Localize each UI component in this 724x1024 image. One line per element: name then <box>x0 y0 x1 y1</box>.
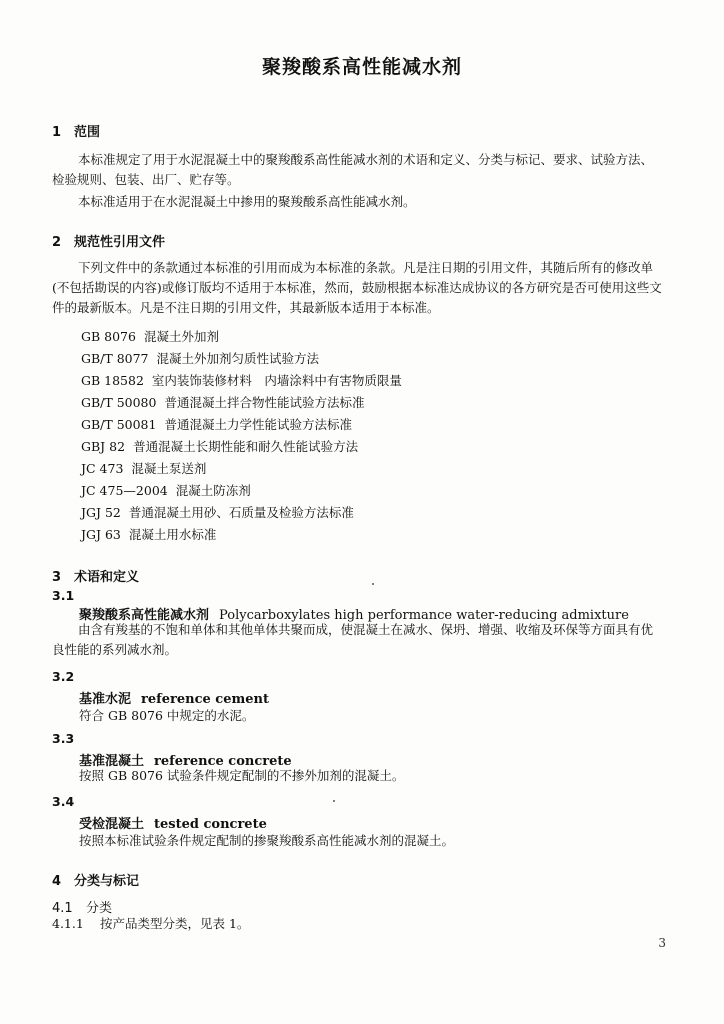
term-number: 3.4 <box>52 794 75 809</box>
ref-code: GB/T 50081 <box>81 417 157 432</box>
ref-code: GB 18582 <box>81 373 144 388</box>
subsubsection-text: 按产品类型分类，见表 1。 <box>100 916 250 931</box>
ref-name: 混凝土防冻剂 <box>175 483 251 498</box>
ref-item <box>81 437 358 455</box>
scan-speck <box>333 800 335 802</box>
ref-item <box>81 525 216 543</box>
ref-code: JC 473 <box>81 461 124 476</box>
ref-item <box>81 371 402 389</box>
subsubsection-4-1-1 <box>52 914 249 934</box>
section-title: 术语和定义 <box>74 570 140 585</box>
term-en: Polycarboxylates high performance water-reducing admixture <box>219 608 629 623</box>
ref-code: JGJ 52 <box>81 505 121 520</box>
section-number: 4 <box>52 874 62 889</box>
ref-item <box>81 415 352 433</box>
subsubsection-number: 4.1.1 <box>52 916 84 931</box>
ref-item <box>81 349 319 367</box>
term-zh: 聚羧酸系高性能减水剂 <box>79 608 210 623</box>
term-en: reference concrete <box>154 754 292 769</box>
ref-code: GB 8076 <box>81 329 136 344</box>
section-number: 2 <box>52 235 62 250</box>
term-zh: 受检混凝土 <box>79 817 145 832</box>
ref-name: 普通混凝土长期性能和耐久性能试验方法 <box>133 439 359 454</box>
section-number: 3 <box>52 570 62 585</box>
section-number: 1 <box>52 125 62 140</box>
term-zh: 基准水泥 <box>79 692 132 707</box>
section-title: 范围 <box>74 125 101 140</box>
ref-item <box>81 327 219 345</box>
section-title: 规范性引用文件 <box>74 235 166 250</box>
term-number: 3.1 <box>52 588 75 603</box>
term-number: 3.3 <box>52 731 75 746</box>
section-1-heading <box>52 121 100 140</box>
ref-name: 普通混凝土拌合物性能试验方法标准 <box>164 395 365 410</box>
ref-code: JGJ 63 <box>81 527 121 542</box>
ref-code: GB/T 8077 <box>81 351 149 366</box>
term-en: tested concrete <box>154 817 267 832</box>
page-number: 3 <box>658 936 666 950</box>
ref-item <box>81 481 251 499</box>
term-definition: 按照本标准试验条件规定配制的掺聚羧酸系高性能减水剂的混凝土。 <box>79 833 455 848</box>
ref-name: 混凝土外加剂 <box>143 329 219 344</box>
term-zh: 基准混凝土 <box>79 754 145 769</box>
ref-name: 普通混凝土用砂、石质量及检验方法标准 <box>128 505 354 520</box>
document-title: 聚羧酸系高性能减水剂 <box>261 56 462 78</box>
ref-item <box>81 459 206 477</box>
ref-code: JC 475—2004 <box>81 483 168 498</box>
section-2-heading <box>52 231 165 250</box>
scan-speck <box>372 583 374 585</box>
ref-code: GBJ 82 <box>81 439 126 454</box>
term-heading <box>79 688 269 707</box>
section-2-para: 下列文件中的条款通过本标准的引用而成为本标准的条款。凡是注日期的引用文件，其随后所有的修改单(不包括勘误的内容)或修订版均不适用于本标准，然而，鼓励根据本标准达成协议的各方研究是否可使用这些文件的最新版本。凡是不注日期的引用文件，其最新版本适用于本标准。 <box>52 260 662 315</box>
subsection-number: 4.1 <box>52 901 73 916</box>
ref-name: 室内装饰装修材料 内墙涂料中有害物质限量 <box>151 373 402 388</box>
section-3-heading <box>52 566 139 585</box>
ref-name: 混凝土用水标准 <box>128 527 217 542</box>
term-definition: 按照 GB 8076 试验条件规定配制的不掺外加剂的混凝土。 <box>79 768 405 783</box>
section-1-para-1: 本标准规定了用于水泥混凝土中的聚羧酸系高性能减水剂的术语和定义、分类与标记、要求、试验方法、检验规则、包装、出厂、贮存等。 <box>52 152 654 187</box>
ref-name: 混凝土泵送剂 <box>131 461 207 476</box>
term-number: 3.2 <box>52 669 75 684</box>
term-definition: 由含有羧基的不饱和单体和其他单体共聚而成，使混凝土在减水、保坍、增强、收缩及环保等方面具有优良性能的系列减水剂。 <box>52 622 654 657</box>
term-en: reference cement <box>141 692 269 707</box>
term-heading <box>79 813 267 832</box>
subsection-title: 分类 <box>86 901 113 916</box>
ref-name: 混凝土外加剂匀质性试验方法 <box>156 351 320 366</box>
ref-item <box>81 393 364 411</box>
section-title: 分类与标记 <box>74 874 140 889</box>
section-4-heading <box>52 870 139 889</box>
ref-name: 普通混凝土力学性能试验方法标准 <box>164 417 352 432</box>
term-definition: 符合 GB 8076 中规定的水泥。 <box>79 708 255 723</box>
section-1-para-2: 本标准适用于在水泥混凝土中掺用的聚羧酸系高性能减水剂。 <box>78 194 416 209</box>
ref-item <box>81 503 354 521</box>
ref-code: GB/T 50080 <box>81 395 157 410</box>
